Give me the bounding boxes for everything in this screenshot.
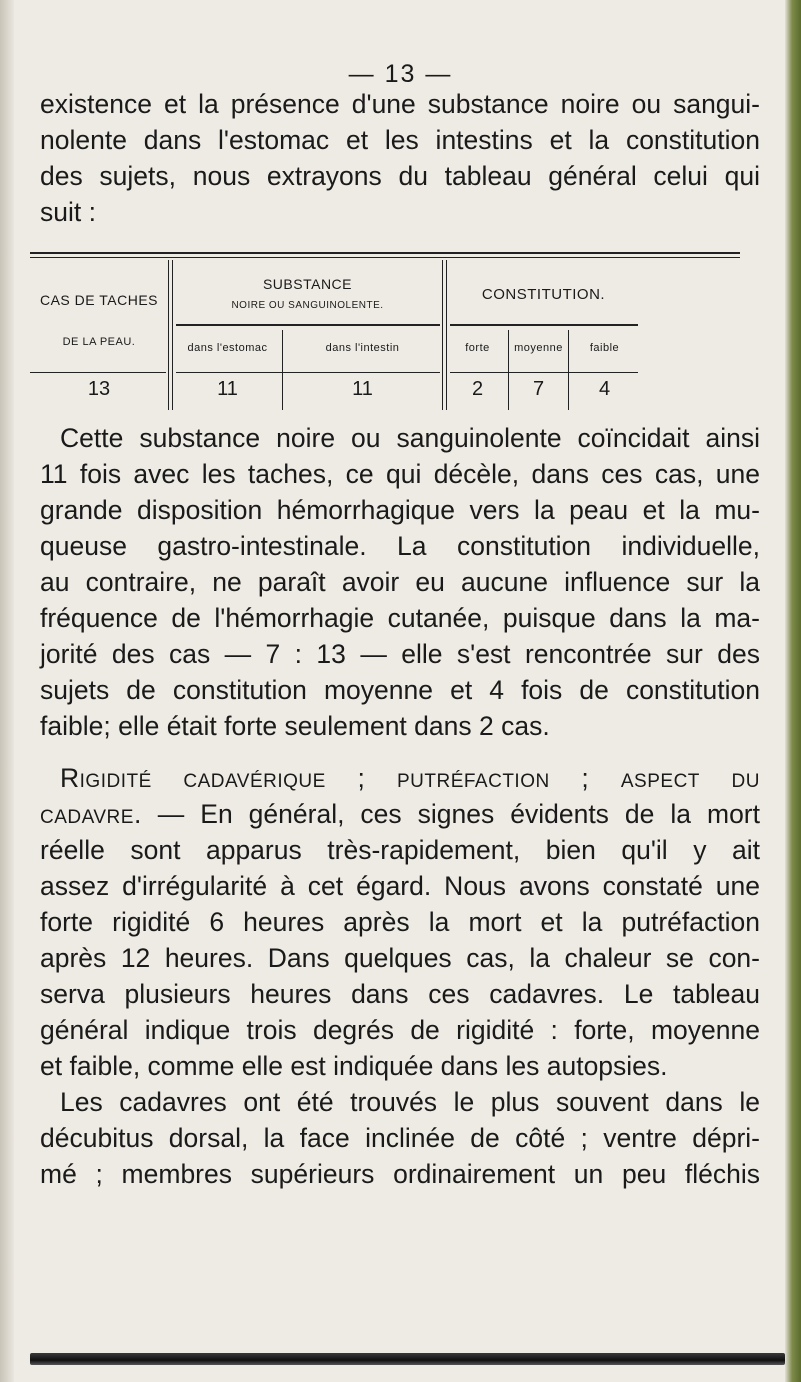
col-header-forte: forte xyxy=(465,342,490,354)
text-line: 11 fois avec les taches, ce qui décèle, dans ces cas, une xyxy=(40,459,760,489)
paragraph-cadavres xyxy=(40,1084,760,1192)
text-line: serva plusieurs heures dans ces cadavres. Le tableau xyxy=(40,979,760,1009)
text-line: assez d'irrégularité à cet égard. Nous avons constaté une xyxy=(40,871,760,901)
text-line: réelle sont apparus très-rapidement, bien qu'il y ait xyxy=(40,835,760,865)
text-line: décubitus dorsal, la face inclinée de côté ; ventre dépri- xyxy=(40,1123,760,1153)
table-cell: 11 xyxy=(352,378,373,400)
table-top-rule xyxy=(30,252,740,254)
paragraph-substance xyxy=(40,420,760,744)
table-cell: 2 xyxy=(471,378,484,400)
table-cell: 4 xyxy=(598,378,611,400)
text-line: Les cadavres ont été trouvés le plus souvent dans le xyxy=(60,1087,760,1117)
paragraph-rigidite xyxy=(40,760,760,1084)
table-top-rule xyxy=(30,257,740,258)
group-header-constitution: CONSTITUTION. xyxy=(481,286,606,303)
table-cell: 13 xyxy=(87,378,111,400)
table-header-rule xyxy=(30,372,166,373)
text-line xyxy=(40,796,760,832)
col-header-intestin: dans l'intestin xyxy=(325,342,400,354)
text-line: queuse gastro-intestinale. La constitution individuelle, xyxy=(40,531,760,561)
col-header-cas: CAS DE TACHES xyxy=(39,292,158,308)
text-line: des sujets, nous extrayons du tableau général celui qui xyxy=(40,161,760,191)
text-line: sujets de constitution moyenne et 4 fois de constitution xyxy=(40,675,760,705)
table-cell: 7 xyxy=(532,378,545,400)
text-line: forte rigidité 6 heures après la mort et la putréfaction xyxy=(40,907,760,937)
text-line-rest: — En général, ces signes évidents de la mort xyxy=(141,799,760,829)
table-group-rule xyxy=(176,324,440,326)
col-header-cas-sub: DE LA PEAU. xyxy=(62,336,136,348)
text-line: nolente dans l'estomac et les intestins et la constitution xyxy=(40,125,760,155)
text-line: grande disposition hémorrhagique vers la peau et la mu- xyxy=(40,495,760,525)
table-cell: 11 xyxy=(217,378,238,400)
page-left-edge xyxy=(0,0,14,1382)
text-line: Cette substance noire ou sanguinolente coïncidait ainsi xyxy=(60,423,760,453)
table-vline xyxy=(442,260,443,410)
section-heading: Rigidité cadavérique ; putréfaction ; aspect du xyxy=(60,763,760,793)
text-line: faible; elle était forte seulement dans 2 cas. xyxy=(40,711,550,741)
table-header-rule xyxy=(450,372,638,373)
text-line: et faible, comme elle est indiquée dans les autopsies. xyxy=(40,1051,668,1081)
text-line: mé ; membres supérieurs ordinairement un peu fléchis xyxy=(40,1159,760,1189)
text-line: jorité des cas — 7 : 13 — elle s'est rencontrée sur des xyxy=(40,639,760,669)
text-line: suit : xyxy=(40,197,96,227)
text-line: général indique trois degrés de rigidité : forte, moyenne xyxy=(40,1015,760,1045)
intro-paragraph xyxy=(40,86,760,230)
page-bottom-edge xyxy=(30,1353,785,1365)
table-group-rule xyxy=(450,324,638,326)
text-line: après 12 heures. Dans quelques cas, la chaleur se con- xyxy=(40,943,760,973)
col-header-faible: faible xyxy=(589,342,620,354)
col-header-moyenne: moyenne xyxy=(514,342,563,354)
table-vline xyxy=(168,260,169,410)
text-line: fréquence de l'hémorrhagie cutanée, puisque dans la ma- xyxy=(40,603,760,633)
col-header-estomac: dans l'estomac xyxy=(187,342,268,354)
page-right-edge xyxy=(785,0,801,1382)
text-line: existence et la présence d'une substance noire ou sangui- xyxy=(40,89,760,119)
text-line: au contraire, ne paraît avoir eu aucune influence sur la xyxy=(40,567,760,597)
table-header-rule xyxy=(176,372,440,373)
group-header-substance-sub: NOIRE OU SANGUINOLENTE. xyxy=(231,300,384,311)
group-header-substance: SUBSTANCE xyxy=(262,276,353,292)
data-table xyxy=(30,252,740,412)
section-heading-end: cadavre. xyxy=(40,799,142,829)
page-number: — 13 — xyxy=(348,60,453,88)
